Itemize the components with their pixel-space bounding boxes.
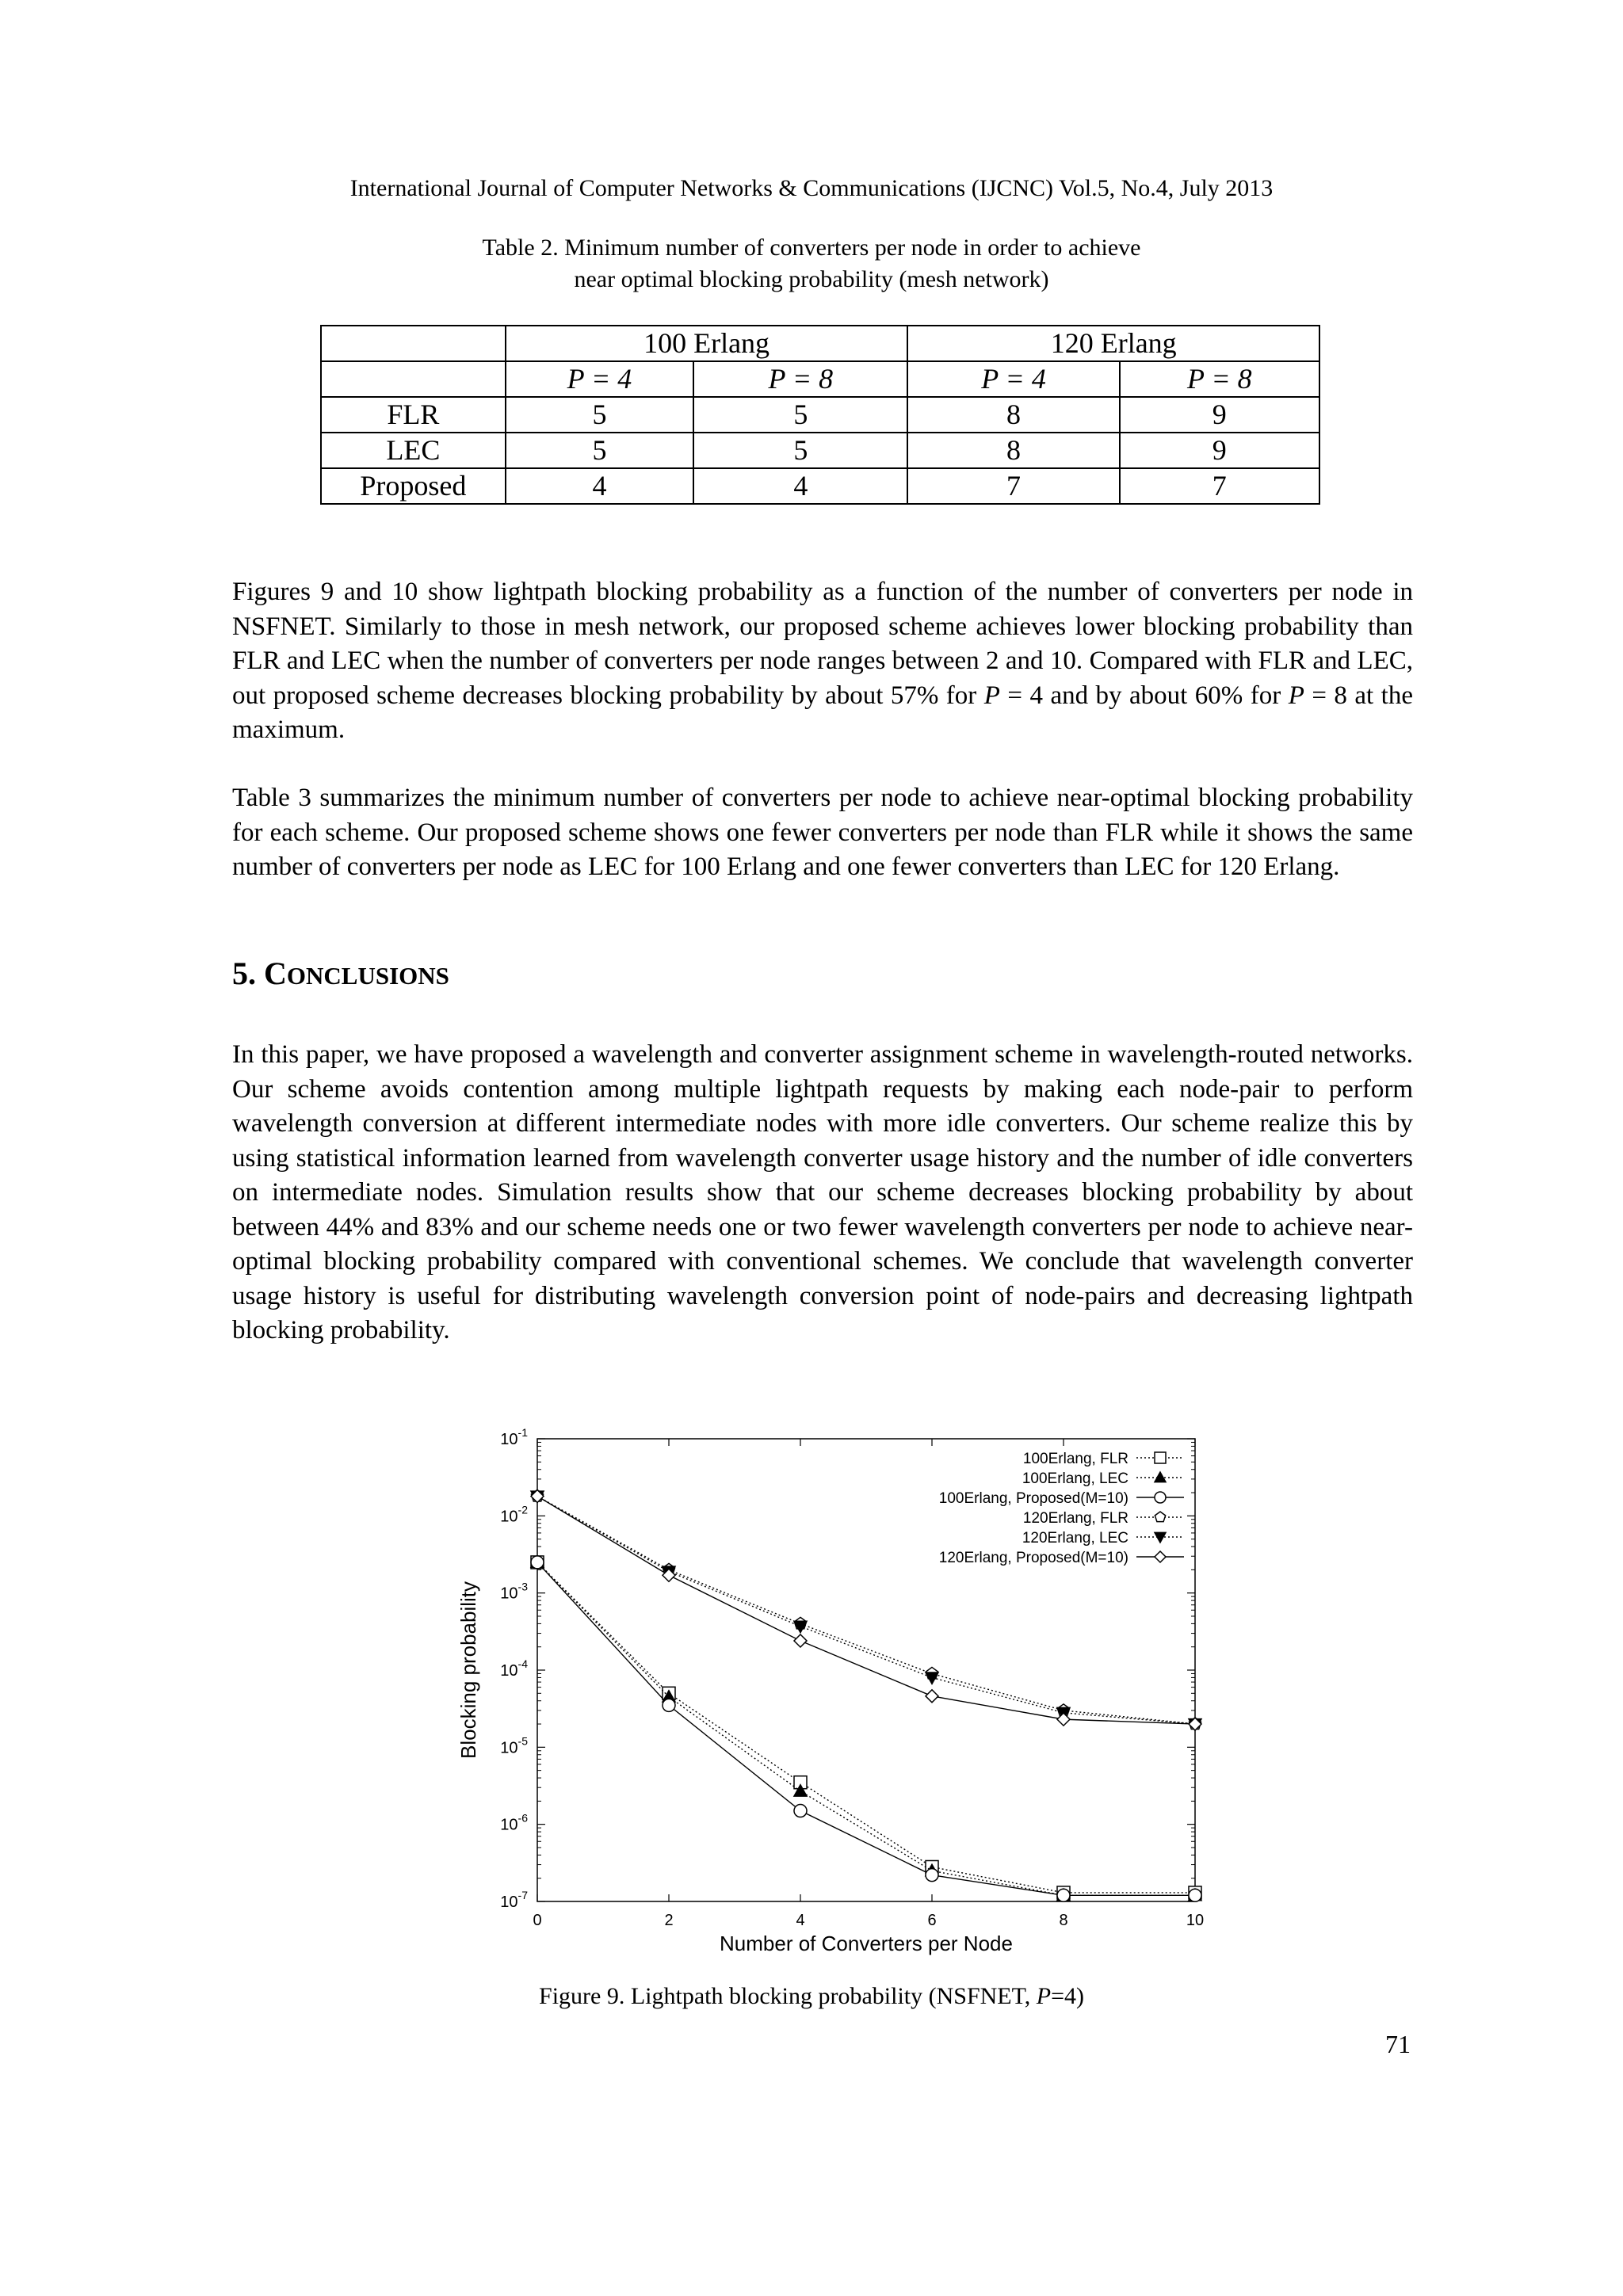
- legend-label: 120Erlang, Proposed(M=10): [938, 1550, 1128, 1566]
- series-line: [537, 1562, 1195, 1895]
- data-point: [1057, 1889, 1070, 1901]
- y-tick-label: $10^{-1}$: [500, 1426, 528, 1448]
- section-heading: [232, 954, 449, 996]
- table-caption-line1: Table 2. Minimum number of converters per node in order to achieve: [482, 235, 1141, 261]
- table-row: [321, 468, 1319, 504]
- legend-label: 100Erlang, LEC: [1022, 1470, 1128, 1487]
- legend-marker: [1155, 1452, 1166, 1463]
- table-cell: 7: [1120, 468, 1319, 504]
- table-caption: [0, 232, 1623, 296]
- table-row-label: Proposed: [321, 468, 506, 504]
- data-point: [926, 1690, 938, 1703]
- y-tick-exponent: -4: [517, 1657, 528, 1670]
- table-cell: 8: [907, 433, 1119, 468]
- table-subheader: P = 4: [907, 361, 1119, 397]
- legend-label: 100Erlang, Proposed(M=10): [938, 1490, 1128, 1507]
- table-corner-cell: [321, 326, 506, 361]
- y-axis-label: Blocking probability: [456, 1581, 480, 1760]
- data-point: [926, 1869, 938, 1882]
- table-caption-line2: near optimal blocking probability (mesh network): [574, 266, 1049, 292]
- table-subheader: P = 4: [506, 361, 694, 397]
- legend-label: 120Erlang, FLR: [1022, 1510, 1128, 1527]
- table-cell: 5: [506, 433, 694, 468]
- table-group-header: 100 Erlang: [506, 326, 908, 361]
- y-tick-exponent: -7: [517, 1889, 528, 1901]
- data-point: [1189, 1889, 1201, 1901]
- data-point: [663, 1699, 675, 1711]
- figure-caption: Figure 9. Lightpath blocking probability (NSFNET, P=4): [539, 1983, 1084, 2009]
- y-tick-exponent: -2: [517, 1503, 528, 1516]
- table-row-label: FLR: [321, 397, 506, 433]
- table-row: [321, 397, 1319, 433]
- x-tick-label: 2: [664, 1912, 674, 1929]
- table-subheader: P = 8: [693, 361, 907, 397]
- x-axis-label: Number of Converters per Node: [720, 1932, 1013, 1955]
- running-header: International Journal of Computer Networks & Communications (IJCNC) Vol.5, No.4, July 2013: [349, 175, 1274, 201]
- x-tick-label: 4: [796, 1912, 805, 1929]
- table-cell: 5: [693, 433, 907, 468]
- body-paragraph: Table 3 summarizes the minimum number of converters per node to achieve near-optimal blocking probability for each scheme. Our proposed scheme shows one fewer converters per node than FLR while it shows the same number of converters per node as LEC for 100 Erlang and one fewer converters than LEC for 120 Erlang.: [232, 784, 1413, 881]
- data-point: [531, 1556, 544, 1569]
- converters-table: [320, 325, 1320, 505]
- table-cell: 9: [1120, 433, 1319, 468]
- y-tick-label: $10^{-6}$: [500, 1811, 528, 1834]
- legend-marker: [1155, 1551, 1166, 1562]
- y-tick-label: $10^{-7}$: [500, 1889, 528, 1911]
- section-title-rest: ONCLUSIONS: [286, 962, 449, 990]
- table-subheader: P = 8: [1120, 361, 1319, 397]
- legend-marker: [1155, 1512, 1165, 1522]
- x-tick-label: 10: [1186, 1912, 1205, 1929]
- y-tick-label: $10^{-3}$: [500, 1580, 528, 1603]
- section-title-initial: C: [264, 955, 287, 991]
- data-point: [794, 1634, 807, 1647]
- page-number: 71: [1385, 2030, 1411, 2058]
- legend-label: 100Erlang, FLR: [1022, 1451, 1128, 1467]
- data-point: [794, 1805, 807, 1817]
- legend-marker: [1155, 1492, 1166, 1503]
- table-cell: 8: [907, 397, 1119, 433]
- series-line: [537, 1562, 1195, 1895]
- table-row: [321, 433, 1319, 468]
- blocking-probability-chart: [444, 1417, 1212, 1955]
- y-tick-exponent: -1: [517, 1426, 528, 1439]
- y-tick-exponent: -6: [517, 1811, 528, 1825]
- legend-label: 120Erlang, LEC: [1022, 1530, 1128, 1547]
- x-tick-label: 0: [533, 1912, 542, 1929]
- section-number: 5.: [232, 955, 256, 991]
- table-group-header: 120 Erlang: [907, 326, 1319, 361]
- body-paragraph: Figures 9 and 10 show lightpath blocking probability as a function of the number of converters per node in NSFNET. Similarly to those in mesh network, our proposed scheme achieves lower blocking probability than FLR and LEC when the number of converters per node ranges between 2 and 10. Compared with FLR and LEC, out proposed scheme decreases blocking probability by about 57% for P = 4 and by about 60% for P = 8 at the maximum.: [232, 578, 1413, 744]
- table-cell: 7: [907, 468, 1119, 504]
- y-tick-label: $10^{-5}$: [500, 1734, 528, 1757]
- table-cell: 9: [1120, 397, 1319, 433]
- body-paragraph: In this paper, we have proposed a wavelength and converter assignment scheme in wavelength-routed networks. Our scheme avoids contention among multiple lightpath requests by making each node-pair to perform wavelength conversion at different intermediate nodes with more idle converters. Our scheme realize this by using statistical information learned from wavelength converter usage history and the number of idle converters on intermediate nodes. Simulation results show that our scheme decreases blocking probability by about between 44% and 83% and our scheme needs one or two fewer wavelength converters per node to achieve near-optimal blocking probability compared with conventional schemes. We conclude that wavelength converter usage history is useful for distributing wavelength conversion point of node-pairs and decreasing lightpath blocking probability.: [232, 1040, 1413, 1344]
- table-cell: 4: [506, 468, 694, 504]
- y-tick-label: $10^{-4}$: [500, 1657, 528, 1680]
- table-cell: 5: [693, 397, 907, 433]
- x-tick-label: 6: [927, 1912, 937, 1929]
- y-tick-exponent: -5: [517, 1734, 528, 1748]
- y-tick-exponent: -3: [517, 1580, 528, 1593]
- x-tick-label: 8: [1059, 1912, 1068, 1929]
- table-row-label: LEC: [321, 433, 506, 468]
- table-subheader-row: [321, 361, 1319, 397]
- table-group-header-row: [321, 326, 1319, 361]
- table-cell: 5: [506, 397, 694, 433]
- table-cell: 4: [693, 468, 907, 504]
- table-corner-cell: [321, 361, 506, 397]
- y-tick-label: $10^{-2}$: [500, 1503, 528, 1526]
